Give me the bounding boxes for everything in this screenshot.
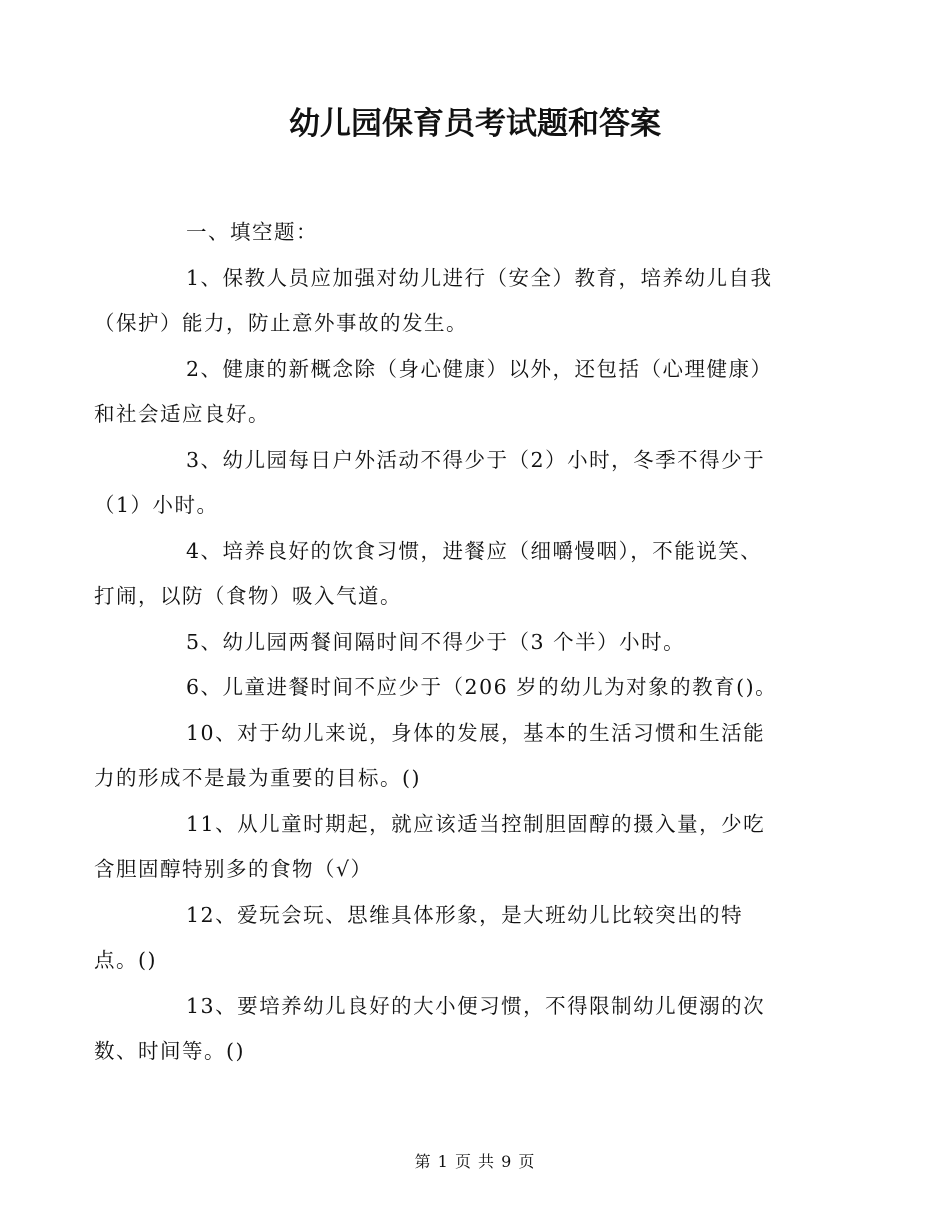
paragraph-line: 点。() [94, 948, 157, 972]
page-number: 第 1 页 共 9 页 [414, 1152, 536, 1171]
question-paragraph [140, 665, 820, 711]
paragraph-line: 打闹，以防（食物）吸入气道。 [94, 584, 402, 608]
question-paragraph [94, 802, 820, 893]
paragraph-line: 4、培养良好的饮食习惯，进餐应（细嚼慢咽），不能说笑、 [186, 538, 763, 563]
paragraph-line: 5、幼儿园两餐间隔时间不得少于（3 个半）小时。 [186, 629, 686, 654]
question-paragraph [94, 984, 820, 1075]
paragraph-line: 含胆固醇特别多的食物（√） [94, 857, 373, 881]
paragraph-line: 3、幼儿园每日户外活动不得少于（2）小时，冬季不得少于 [186, 447, 766, 472]
paragraph-line: 11、从儿童时期起，就应该适当控制胆固醇的摄入量，少吃 [186, 811, 766, 836]
paragraph-line: （保护）能力，防止意外事故的发生。 [94, 311, 468, 335]
question-paragraph [140, 620, 820, 666]
paragraph-line: 2、健康的新概念除（身心健康）以外，还包括（心理健康） [186, 356, 773, 381]
question-paragraph [94, 256, 820, 347]
paragraph-line: 6、儿童进餐时间不应少于（206 岁的幼儿为对象的教育()。 [186, 675, 778, 699]
question-paragraph [94, 529, 820, 620]
page-title: 幼儿园保育员考试题和答案 [289, 106, 661, 142]
paragraph-line: 13、要培养幼儿良好的大小便习惯，不得限制幼儿便溺的次 [186, 993, 766, 1018]
question-paragraph [94, 711, 820, 802]
question-paragraph [94, 347, 820, 438]
paragraph-line: 12、爱玩会玩、思维具体形象，是大班幼儿比较突出的特 [186, 902, 744, 927]
paragraph-line: 力的形成不是最为重要的目标。() [94, 766, 421, 790]
paragraph-line: 1、保教人员应加强对幼儿进行（安全）教育，培养幼儿自我 [186, 265, 773, 290]
paragraph-line: （1）小时。 [94, 493, 219, 517]
question-paragraph [94, 893, 820, 984]
paragraph-line: 和社会适应良好。 [94, 402, 270, 426]
document-body [94, 210, 820, 1075]
paragraph-line: 一、填空题： [186, 220, 318, 244]
paragraph-line: 10、对于幼儿来说，身体的发展，基本的生活习惯和生活能 [186, 720, 766, 745]
section-heading [140, 210, 820, 256]
paragraph-line: 数、时间等。() [94, 1039, 245, 1063]
question-paragraph [94, 438, 820, 529]
